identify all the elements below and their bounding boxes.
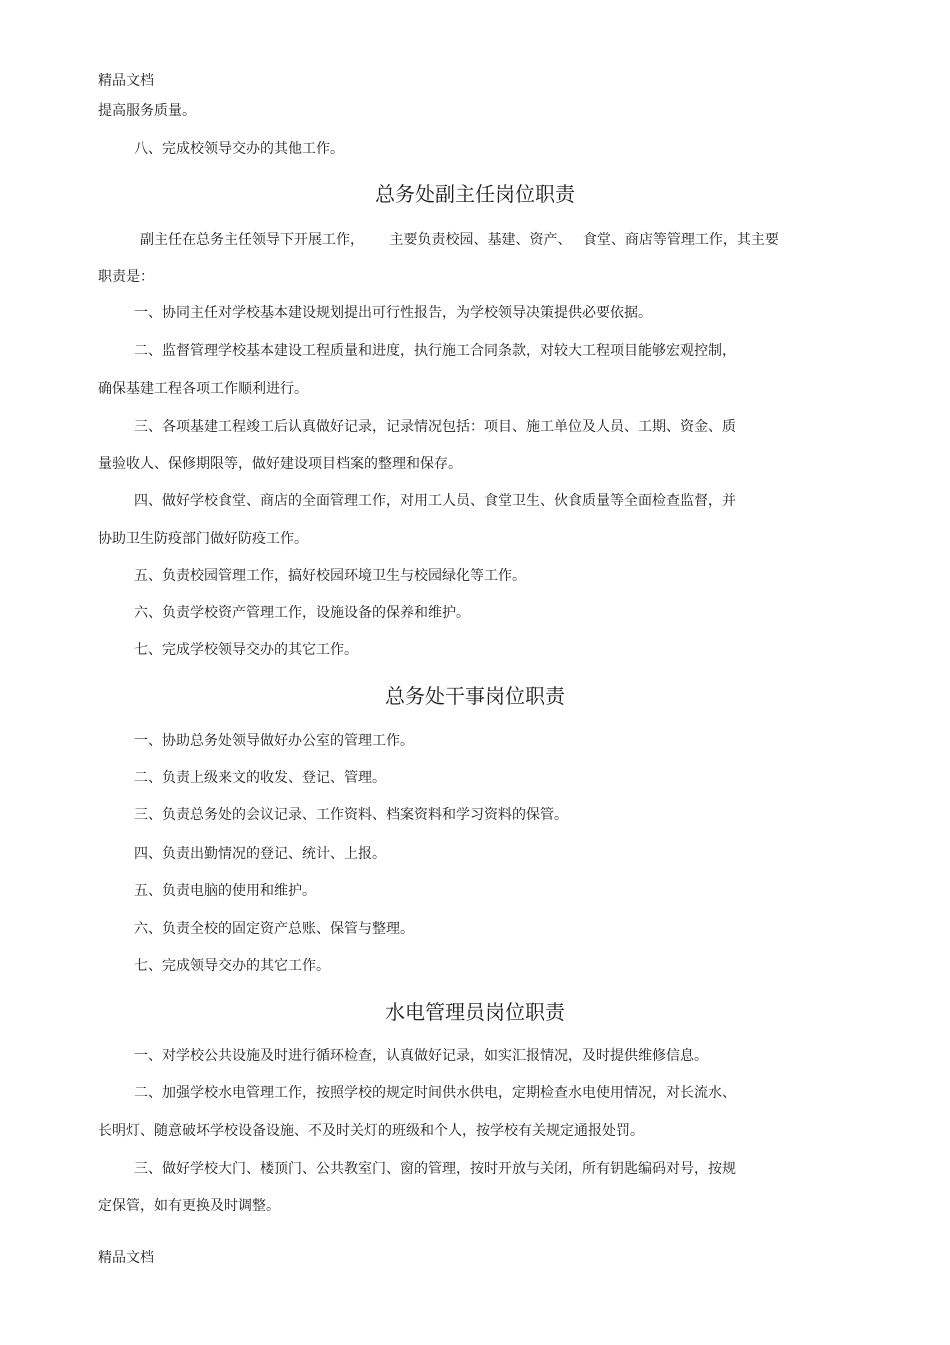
section-title: 水电管理员岗位职责 xyxy=(385,1000,565,1024)
page-footer: 精品文档 xyxy=(98,1250,154,1266)
intro-line: 副主任在总务主任领导下开展工作， 主要负责校园、基建、资产、 食堂、商店等管理工作，其主要 xyxy=(140,232,779,248)
body-line: 二、负责上级来文的收发、登记、管理。 xyxy=(134,770,386,786)
body-line: 三、做好学校大门、楼顶门、公共教室门、窗的管理，按时开放与关闭，所有钥匙编码对号，按规 xyxy=(134,1161,736,1177)
body-line: 二、加强学校水电管理工作，按照学校的规定时间供水供电，定期检查水电使用情况，对长流水、 xyxy=(134,1085,736,1101)
body-line: 五、负责电脑的使用和维护。 xyxy=(134,883,316,899)
body-line: 协助卫生防疫部门做好防疫工作。 xyxy=(98,531,308,547)
body-line: 七、完成学校领导交办的其它工作。 xyxy=(134,642,358,658)
body-line: 二、监督管理学校基本建设工程质量和进度，执行施工合同条款，对较大工程项目能够宏观控制， xyxy=(134,343,736,359)
body-line: 八、完成校领导交办的其他工作。 xyxy=(134,141,344,157)
intro-line: 职责是： xyxy=(98,269,154,285)
body-line: 一、协同主任对学校基本建设规划提出可行性报告，为学校领导决策提供必要依据。 xyxy=(134,305,652,321)
body-line: 三、各项基建工程竣工后认真做好记录，记录情况包括：项目、施工单位及人员、工期、资金、质 xyxy=(134,419,736,435)
body-line: 三、负责总务处的会议记录、工作资料、档案资料和学习资料的保管。 xyxy=(134,807,568,823)
body-line: 提高服务质量。 xyxy=(98,103,196,119)
body-line: 六、负责全校的固定资产总账、保管与整理。 xyxy=(134,921,414,937)
body-line: 确保基建工程各项工作顺利进行。 xyxy=(98,381,308,397)
body-line: 定保管，如有更换及时调整。 xyxy=(98,1198,280,1214)
section-title: 总务处干事岗位职责 xyxy=(385,684,565,708)
body-line: 一、协助总务处领导做好办公室的管理工作。 xyxy=(134,733,414,749)
page-header: 精品文档 xyxy=(98,73,154,89)
body-line: 量验收人、保修期限等，做好建设项目档案的整理和保存。 xyxy=(98,456,462,472)
body-line: 四、负责出勤情况的登记、统计、上报。 xyxy=(134,846,386,862)
body-line: 六、负责学校资产管理工作，设施设备的保养和维护。 xyxy=(134,605,470,621)
body-line: 七、完成领导交办的其它工作。 xyxy=(134,958,330,974)
body-line: 五、负责校园管理工作，搞好校园环境卫生与校园绿化等工作。 xyxy=(134,568,526,584)
body-line: 长明灯、随意破坏学校设备设施、不及时关灯的班级和个人，按学校有关规定通报处罚。 xyxy=(98,1123,644,1139)
section-title: 总务处副主任岗位职责 xyxy=(375,182,575,206)
body-line: 一、对学校公共设施及时进行循环检查，认真做好记录，如实汇报情况，及时提供维修信息。 xyxy=(134,1048,708,1064)
body-line: 四、做好学校食堂、商店的全面管理工作，对用工人员、食堂卫生、伙食质量等全面检查监督，并 xyxy=(134,493,736,509)
